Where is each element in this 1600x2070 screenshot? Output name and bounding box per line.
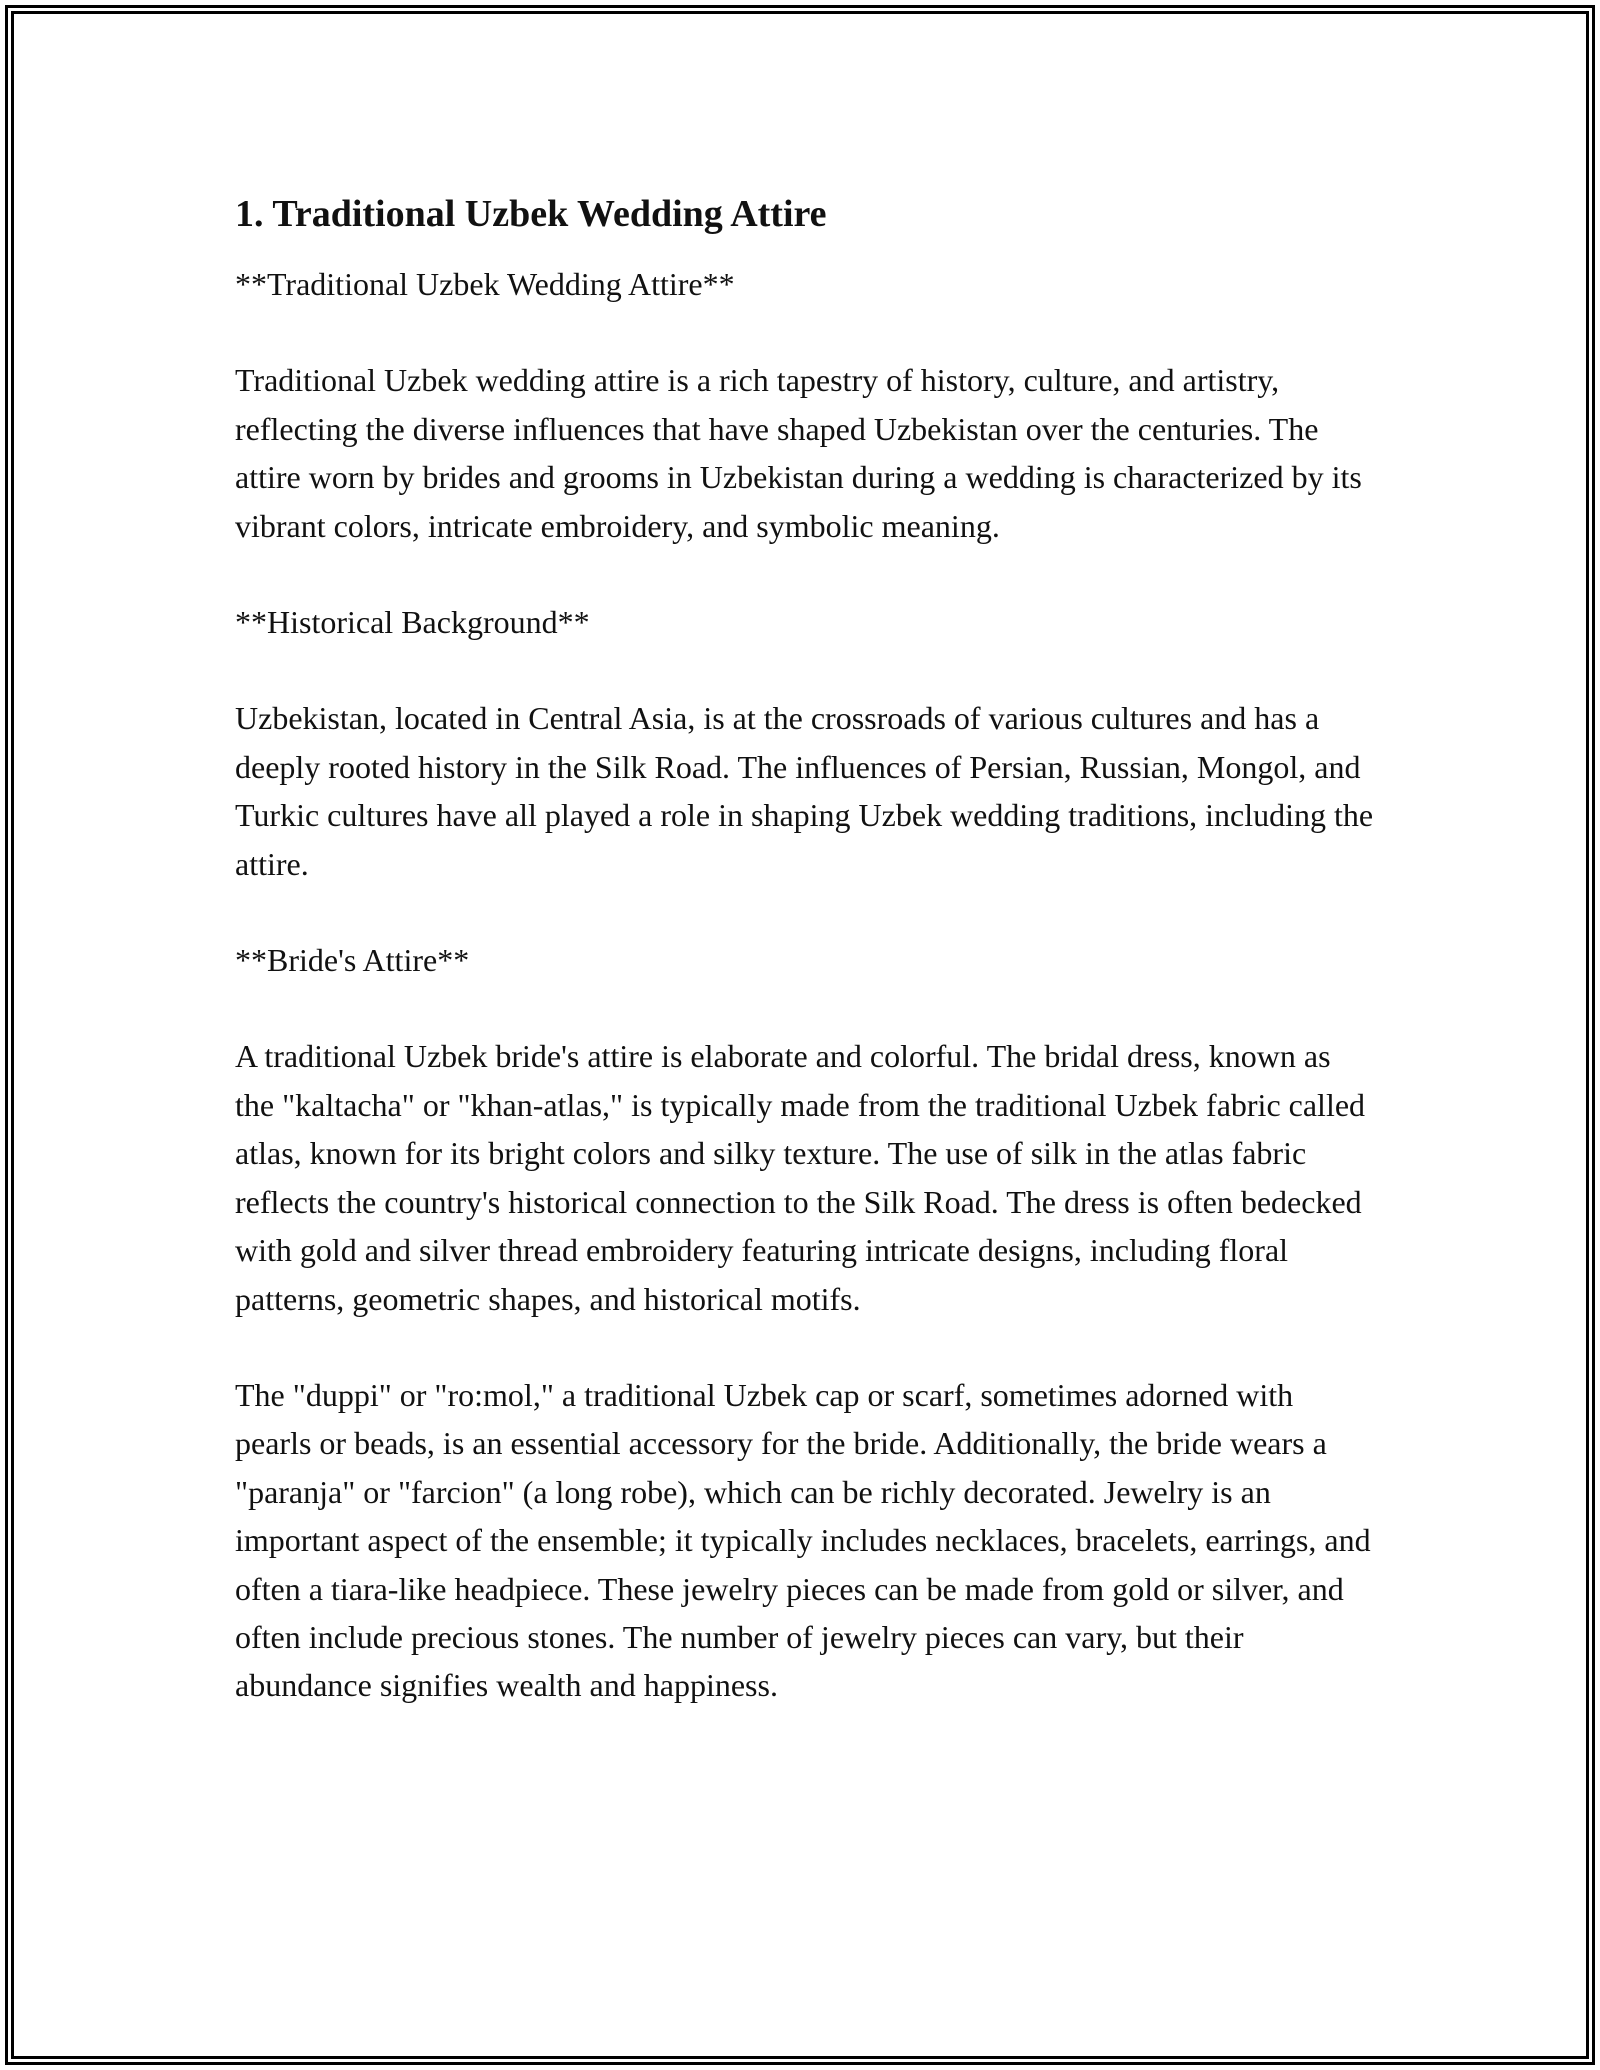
paragraph-history: Uzbekistan, located in Central Asia, is at the crossroads of various cultures and has a deeply rooted history in the Silk Road. The influences of Persian, Russian, Mongol, and Turkic cultures have all played a role in shaping Uzbek wedding traditions, including the attire. (235, 700, 1374, 882)
section-heading-history: **Historical Background** (235, 604, 590, 641)
section-heading-bride: **Bride's Attire** (235, 942, 470, 979)
document-title: 1. Traditional Uzbek Wedding Attire (235, 193, 827, 235)
paragraph-intro: Traditional Uzbek wedding attire is a rich tapestry of history, culture, and artistry, reflecting the diverse influences that have shaped Uzbekistan over the centuries. The attire worn by brides and grooms in Uzbekistan during a wedding is characterized by its vibrant colors, intricate embroidery, and symbolic meaning. (235, 362, 1362, 544)
section-heading-attire: **Traditional Uzbek Wedding Attire** (235, 266, 735, 302)
paragraph-bride-accessories: The "duppi" or "ro:mol," a traditional Uzbek cap or scarf, sometimes adorned with pearls or beads, is an essential accessory for the bride. Additionally, the bride wears a "paranja" or "farcion" (a long robe), which can be richly decorated. Jewelry is an important aspect of the ensemble; it typically includes necklaces, bracelets, earrings, and often a tiara-like headpiece. These jewelry pieces can be made from gold or silver, and often include precious stones. The number of jewelry pieces can vary, but their abundance signifies wealth and happiness. (235, 1376, 1371, 1704)
document-body (235, 186, 1375, 1758)
paragraph-bride-dress: A traditional Uzbek bride's attire is elaborate and colorful. The bridal dress, known as the "kaltacha" or "khan-atlas," is typically made from the traditional Uzbek fabric called atlas, known for its bright colors and silky texture. The use of silk in the atlas fabric reflects the country's historical connection to the Silk Road. The dress is often bedecked with gold and silver thread embroidery featuring intricate designs, including floral patterns, geometric shapes, and historical motifs. (235, 1038, 1366, 1317)
